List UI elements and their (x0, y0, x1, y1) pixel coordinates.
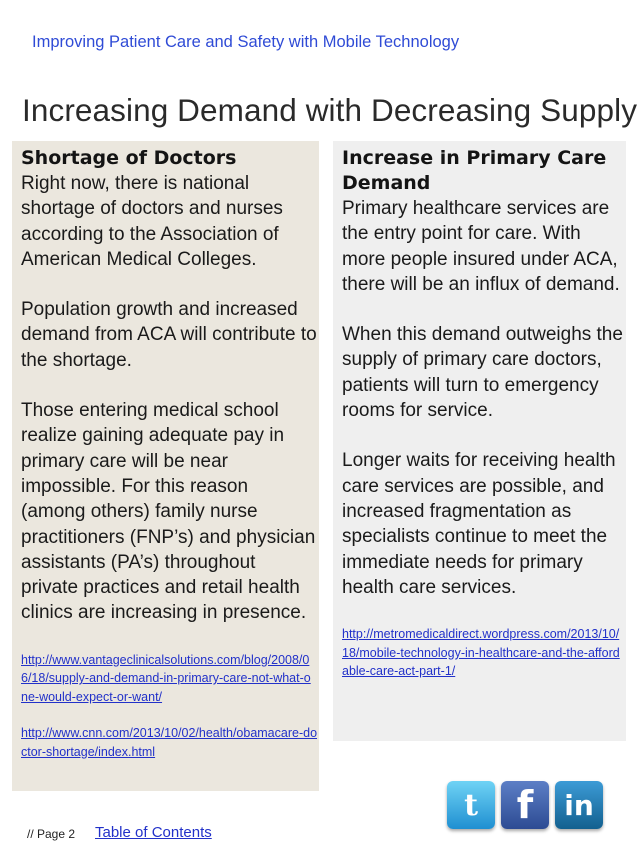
twitter-icon[interactable]: t (447, 781, 495, 829)
left-column-heading: Shortage of Doctors (21, 147, 237, 169)
right-paragraph: When this demand outweighs the supply of primary care doctors, patients will turn to emergency rooms for service. (342, 324, 623, 422)
document-subtitle: Improving Patient Care and Safety with Mobile Technology (32, 33, 460, 51)
reference-link[interactable]: http://metromedicaldirect.wordpress.com/2013/10/18/mobile-technology-in-healthcare-and-the-affordable-care-act-part-1/ (342, 627, 620, 679)
left-paragraph: Those entering medical school realize gaining adequate pay in primary care will be near impossible. For this reason (among others) family nurse practitioners (FNP’s) and physician assistants (PA’s) throughout private practices and retail health clinics are increasing in presence. (21, 400, 316, 624)
facebook-icon[interactable]: f (501, 781, 549, 829)
left-paragraph: Population growth and increased demand from ACA will contribute to the shortage. (21, 299, 317, 371)
page-number: // Page 2 (27, 827, 76, 841)
reference-link[interactable]: http://www.vantageclinicalsolutions.com/blog/2008/06/18/supply-and-demand-in-primary-care-not-what-one-would-expect-or-want/ (21, 652, 311, 704)
right-paragraph: Longer waits for receiving health care services are possible, and increased fragmentation as specialists continue to meet the immediate needs for primary health care services. (342, 450, 616, 598)
left-column (12, 141, 319, 791)
right-column (333, 141, 626, 741)
table-of-contents-link[interactable]: Table of Contents (95, 824, 212, 841)
left-paragraph: Right now, there is national shortage of doctors and nurses according to the Association of American Medical Colleges. (21, 173, 283, 270)
reference-link[interactable]: http://www.cnn.com/2013/10/02/health/obamacare-doctor-shortage/index.html (21, 726, 318, 759)
right-column-heading: Increase in Primary Care Demand (342, 147, 607, 194)
page-title: Increasing Demand with Decreasing Supply (22, 92, 638, 128)
right-paragraph: Primary healthcare services are the entry point for care. With more people insured under ACA, there will be an influx of demand. (342, 198, 620, 295)
linkedin-icon[interactable]: in (555, 781, 603, 829)
